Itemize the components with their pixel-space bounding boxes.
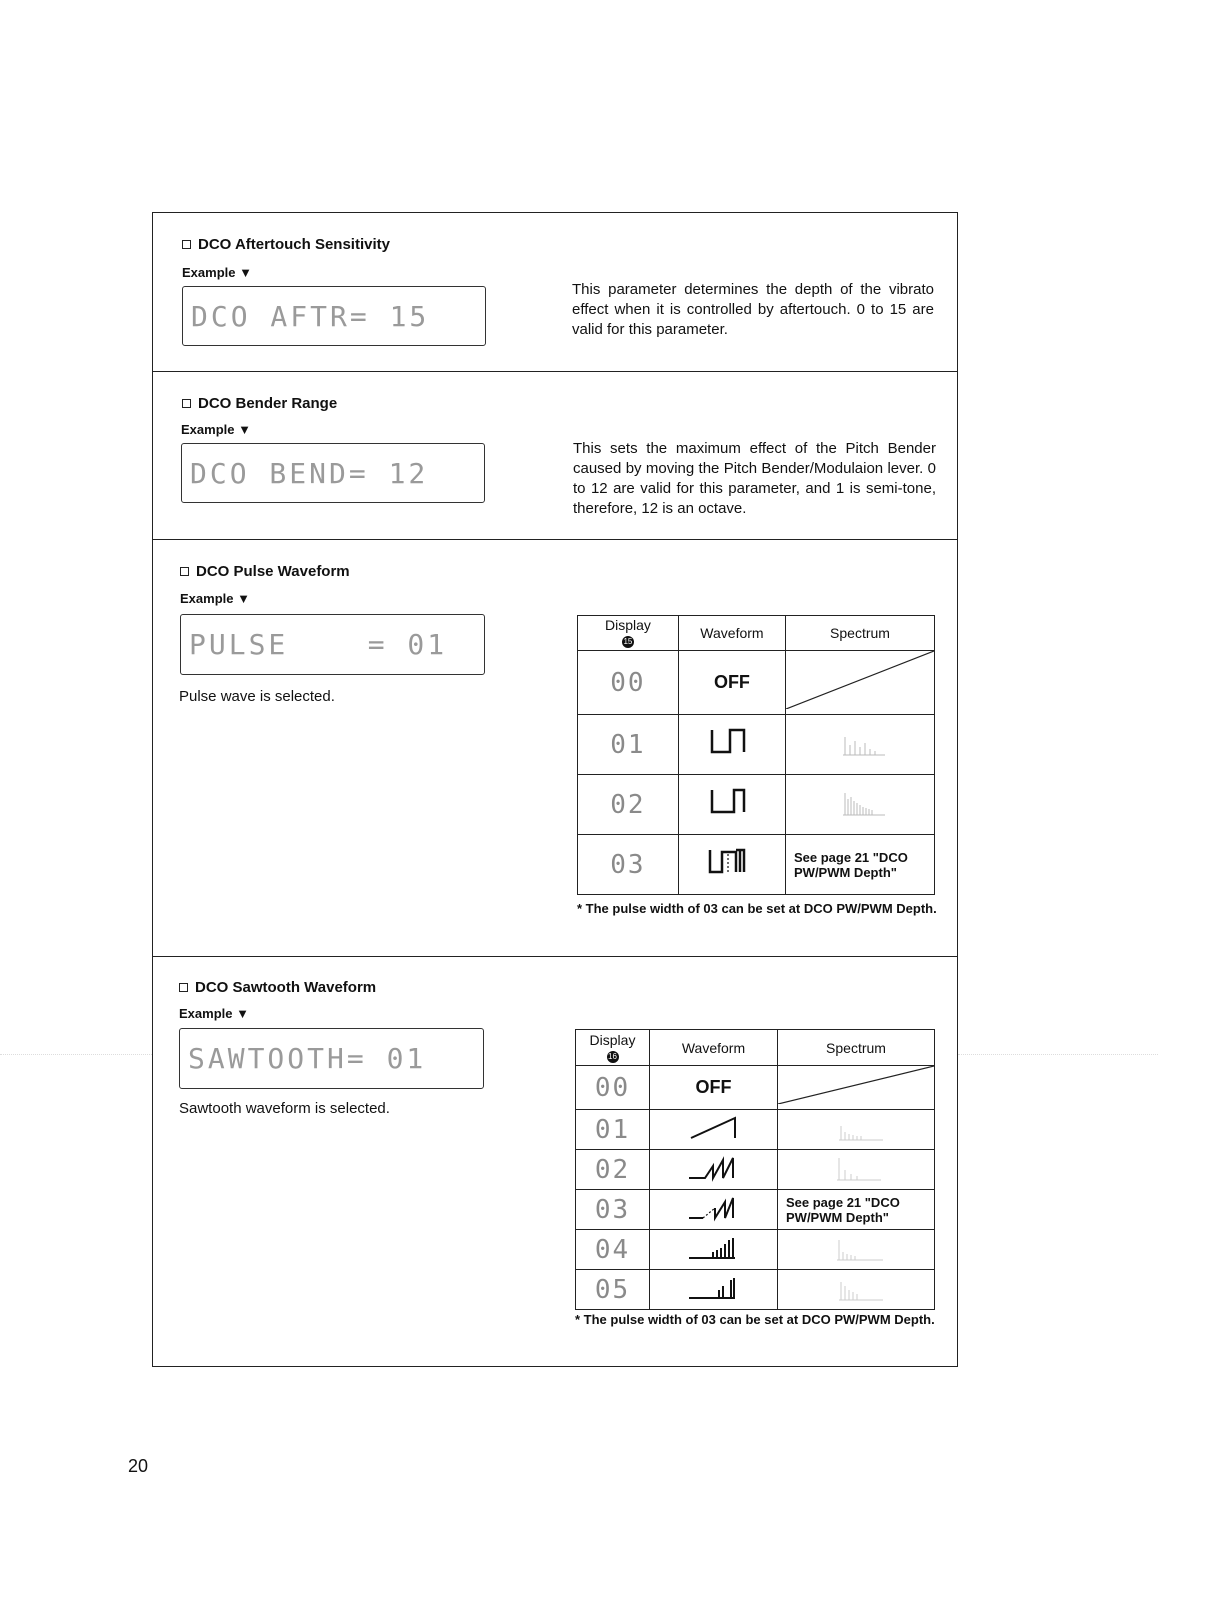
checkbox-icon	[182, 399, 191, 408]
spectrum-cell	[778, 1270, 935, 1310]
spectrum-bars-icon	[821, 1112, 891, 1142]
table-row	[576, 1110, 935, 1150]
pulse-wave-02-icon	[702, 782, 762, 822]
display-value: 04	[576, 1230, 650, 1270]
marker-16-icon: 16	[608, 1051, 617, 1061]
header-display-label: Display	[604, 617, 651, 633]
header-waveform: Waveform	[650, 1030, 778, 1066]
diagonal-slash-icon	[786, 651, 934, 709]
caption: Pulse wave is selected.	[179, 688, 335, 705]
checkbox-icon	[182, 240, 191, 249]
display-value: 05	[576, 1270, 650, 1310]
spectrum-cell	[778, 1110, 935, 1150]
table-row	[578, 715, 935, 775]
spectrum-bars-icon	[821, 1152, 891, 1182]
lcd-display: PULSE = 01	[180, 614, 485, 675]
display-value: 00	[576, 1066, 650, 1110]
table-row	[578, 775, 935, 835]
table-row	[576, 1270, 935, 1310]
scan-dotted-line-left	[0, 1054, 152, 1055]
section-aftertouch	[153, 213, 957, 371]
sawtooth-waveform-table	[575, 1029, 935, 1310]
pulse-waveform-table	[577, 615, 935, 895]
display-value: 01	[578, 715, 679, 775]
scan-dotted-line-right	[958, 1054, 1158, 1055]
pulse-wave-01-icon	[702, 722, 762, 762]
spectrum-cell	[778, 1150, 935, 1190]
waveform-cell	[650, 1230, 778, 1270]
section-heading	[182, 395, 337, 412]
header-spectrum: Spectrum	[786, 616, 935, 651]
lcd-display: DCO BEND= 12	[181, 443, 485, 503]
table-row	[578, 651, 935, 715]
section-sawtooth	[153, 956, 957, 1366]
section-title: DCO Pulse Waveform	[196, 563, 350, 580]
lcd-display: SAWTOOTH= 01	[179, 1028, 484, 1089]
waveform-off: OFF	[650, 1066, 778, 1110]
lcd-display: DCO AFTR= 15	[182, 286, 486, 346]
spectrum-none	[778, 1066, 935, 1110]
section-title: DCO Aftertouch Sensitivity	[198, 236, 390, 253]
table-row	[576, 1190, 935, 1230]
pulse-wave-03-icon	[702, 842, 762, 882]
waveform-cell	[678, 835, 785, 895]
table-row	[578, 835, 935, 895]
section-title: DCO Bender Range	[198, 395, 338, 412]
display-value: 02	[576, 1150, 650, 1190]
section-heading	[179, 979, 376, 996]
header-spectrum: Spectrum	[778, 1030, 935, 1066]
section-bender	[153, 371, 957, 539]
checkbox-icon	[179, 983, 188, 992]
spectrum-bars-icon	[821, 1272, 891, 1302]
footnote: * The pulse width of 03 can be set at DCO PW/PWM Depth.	[575, 1312, 935, 1327]
display-value: 02	[578, 775, 679, 835]
header-waveform: Waveform	[678, 616, 785, 651]
spectrum-bars-icon	[825, 787, 895, 817]
section-heading	[182, 236, 390, 253]
table-row	[576, 1230, 935, 1270]
checkbox-icon	[180, 567, 189, 576]
waveform-cell	[650, 1190, 778, 1230]
waveform-off: OFF	[678, 651, 785, 715]
display-value: 00	[578, 651, 679, 715]
caption: Sawtooth waveform is selected.	[179, 1100, 390, 1117]
sawtooth-wave-03-icon	[679, 1192, 749, 1222]
spectrum-cell	[778, 1230, 935, 1270]
waveform-cell	[650, 1110, 778, 1150]
spectrum-cell	[786, 775, 935, 835]
waveform-cell	[650, 1270, 778, 1310]
marker-15-icon: 15	[623, 637, 633, 646]
parameter-description: This parameter determines the depth of the vibrato effect when it is controlled by aftertouch. 0 to 15 are valid for this parameter.	[572, 281, 934, 338]
section-title: DCO Sawtooth Waveform	[195, 979, 377, 996]
sawtooth-wave-04-icon	[679, 1232, 749, 1262]
waveform-cell	[650, 1150, 778, 1190]
spectrum-bars-icon	[821, 1232, 891, 1262]
parameter-frame	[152, 212, 958, 1367]
sawtooth-wave-01-icon	[679, 1112, 749, 1142]
example-label: Example ▼	[180, 591, 250, 606]
header-display	[578, 616, 679, 651]
waveform-cell	[678, 715, 785, 775]
section-pulse	[153, 539, 957, 956]
section-heading	[180, 563, 350, 580]
example-label: Example ▼	[181, 422, 251, 437]
table-row	[576, 1150, 935, 1190]
spectrum-see-reference: See page 21 "DCO PW/PWM Depth"	[778, 1190, 935, 1230]
diagonal-slash-icon	[778, 1066, 934, 1104]
display-value: 01	[576, 1110, 650, 1150]
sawtooth-wave-05-icon	[679, 1272, 749, 1302]
parameter-description: This sets the maximum effect of the Pitch Bender caused by moving the Pitch Bender/Modulaion lever. 0 to 12 are valid for this parameter, and 1 is semi-tone, therefore, 12 is an octave.	[573, 440, 936, 517]
display-value: 03	[578, 835, 679, 895]
example-label: Example ▼	[179, 1006, 249, 1021]
page-number: 20	[128, 1456, 149, 1476]
spectrum-bars-icon	[825, 727, 895, 757]
spectrum-see-reference: See page 21 "DCO PW/PWM Depth"	[786, 835, 935, 895]
example-label: Example ▼	[182, 265, 252, 280]
footnote: * The pulse width of 03 can be set at DCO PW/PWM Depth.	[577, 901, 937, 916]
header-display-label: Display	[589, 1031, 636, 1048]
spectrum-none	[786, 651, 935, 715]
header-display	[576, 1030, 650, 1066]
display-value: 03	[576, 1190, 650, 1230]
sawtooth-wave-02-icon	[679, 1152, 749, 1182]
spectrum-cell	[786, 715, 935, 775]
table-row	[576, 1066, 935, 1110]
waveform-cell	[678, 775, 785, 835]
